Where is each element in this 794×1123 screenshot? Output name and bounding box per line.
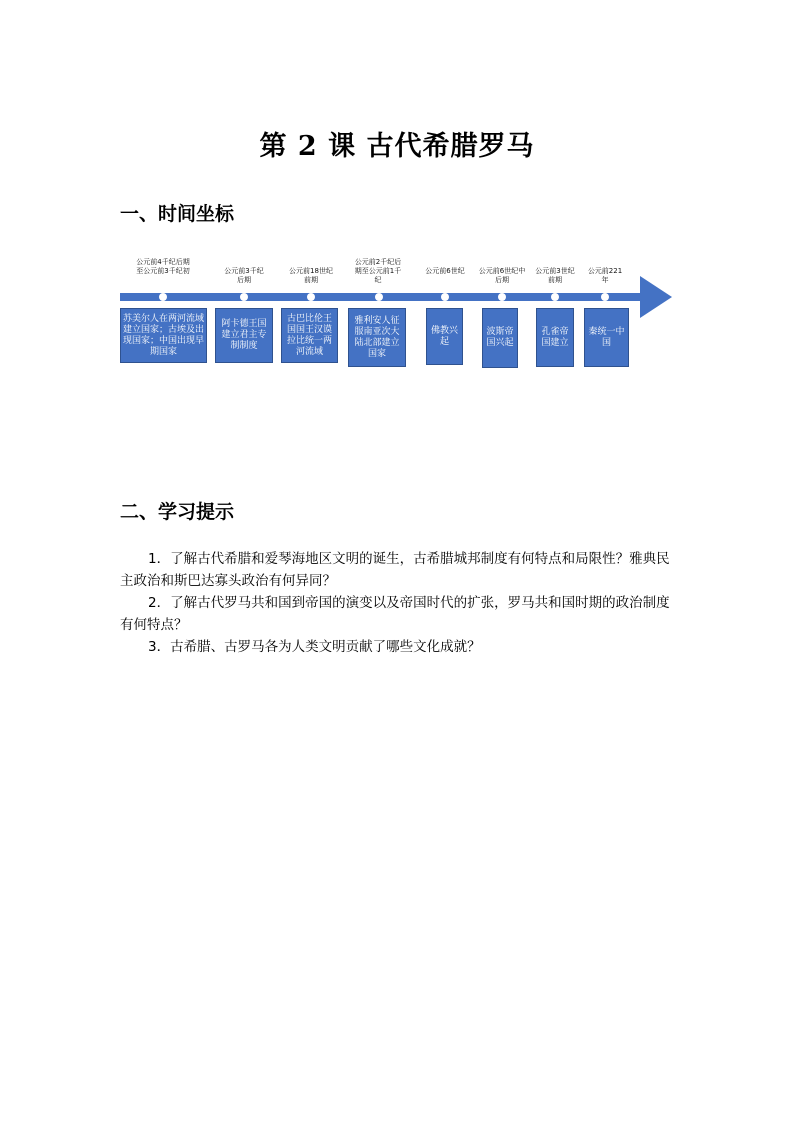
question-item: 3．古希腊、古罗马各为人类文明贡献了哪些文化成就？	[148, 639, 481, 655]
timeline-dot	[601, 293, 609, 301]
timeline-event-box: 阿卡德王国建立君主专制制度	[215, 308, 273, 363]
timeline-dot	[551, 293, 559, 301]
timeline-event-box: 雅利安人征服南亚次大陆北部建立国家	[348, 308, 406, 367]
timeline-event-box: 波斯帝国兴起	[482, 308, 518, 368]
timeline-arrowhead	[640, 276, 672, 318]
timeline-time-label: 公元前6世纪	[425, 267, 465, 275]
section-heading-study-tips: 二、学习提示	[120, 501, 235, 523]
timeline-dot	[441, 293, 449, 301]
timeline-dot	[498, 293, 506, 301]
timeline-event-box: 孔雀帝国建立	[536, 308, 574, 367]
timeline-event-box: 秦统一中国	[584, 308, 629, 367]
page-title: 第 2 课 古代希腊罗马	[259, 131, 535, 162]
timeline-dot	[307, 293, 315, 301]
timeline-event-box: 古巴比伦王国国王汉谟拉比统一两河流域	[281, 308, 338, 363]
timeline-dot	[240, 293, 248, 301]
timeline-time-label: 公元前4千纪后期至公元前3千纪初	[136, 258, 190, 275]
timeline-axis	[120, 293, 650, 301]
timeline-time-label: 公元前3千纪后期	[224, 267, 264, 284]
timeline-time-label: 公元前2千纪后期至公元前1千纪	[354, 258, 402, 284]
timeline-event-box: 苏美尔人在两河流域建立国家；古埃及出现国家；中国出现早期国家	[120, 308, 207, 363]
study-questions	[120, 548, 680, 658]
timeline-time-label: 公元前3世纪前期	[535, 267, 575, 284]
section-heading-timeline: 一、时间坐标	[120, 203, 235, 225]
question-item: 1．了解古代希腊和爱琴海地区文明的诞生，古希腊城邦制度有何特点和局限性？雅典民主政治和斯巴达寡头政治有何异同？	[120, 551, 670, 589]
timeline-dot	[159, 293, 167, 301]
timeline-time-label: 公元前18世纪前期	[289, 267, 333, 284]
timeline	[115, 252, 680, 377]
question-item: 2．了解古代罗马共和国到帝国的演变以及帝国时代的扩张，罗马共和国时期的政治制度有何特点？	[120, 595, 670, 633]
timeline-time-label: 公元前6世纪中后期	[478, 267, 526, 284]
timeline-time-label: 公元前221年	[587, 267, 623, 284]
timeline-dot	[375, 293, 383, 301]
timeline-event-box: 佛教兴起	[426, 308, 463, 365]
